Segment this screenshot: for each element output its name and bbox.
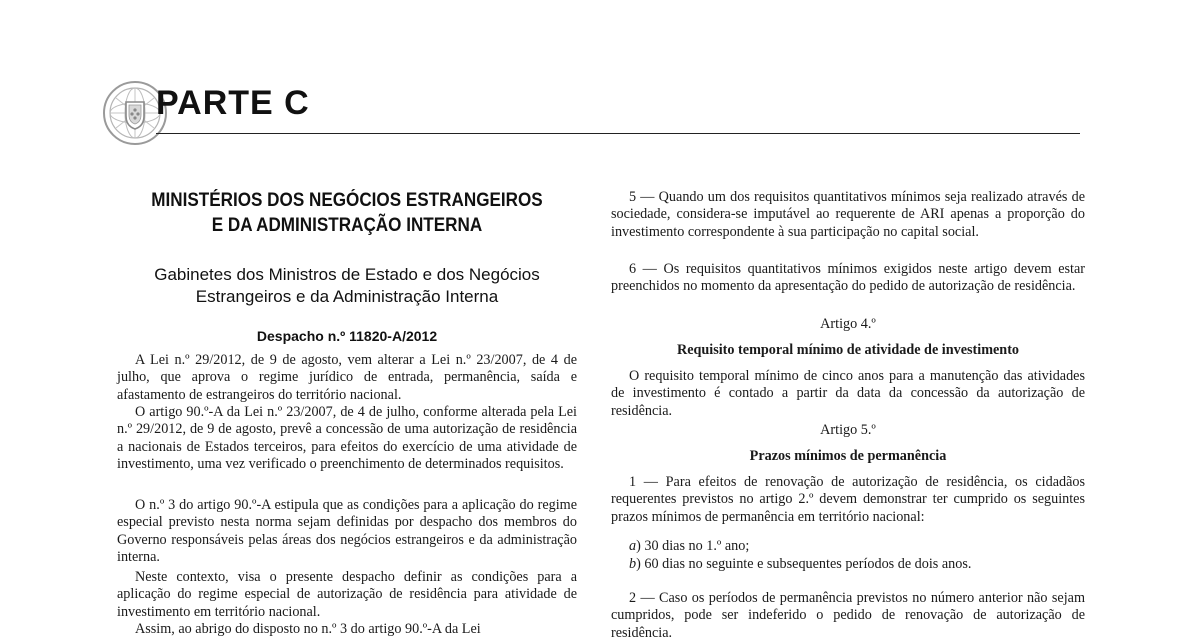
left-paragraph-2: O artigo 90.º-A da Lei n.º 23/2007, de 4 de julho, conforme alterada pela Lei n.º 29/2012, de 9 de agosto, prevê a concessão de uma autorização de residência a nacionais de Estados terceiros, para efeitos do exercício de uma atividade de investimento, uma vez verificado o preenchimento de determinados requisitos. [117, 404, 577, 473]
list-item-b: b) 60 dias no seguinte e subsequentes períodos de dois anos. [629, 556, 972, 572]
left-paragraph-3: O n.º 3 do artigo 90.º-A estipula que as condições para a aplicação do regime especial previsto nesta norma sejam definidas por despacho dos membros do Governo responsáveis pelas áreas dos negócios estrangeiros e da administração interna. [117, 497, 577, 566]
list-item-a-letter: a [629, 538, 637, 554]
header-rule [156, 133, 1080, 134]
right-paragraph-6: 6 — Os requisitos quantitativos mínimos exigidos neste artigo devem estar preenchidos no momento da apresentação do pedido de autorização de residência. [611, 261, 1085, 295]
list-item-a: a) 30 dias no 1.º ano; [629, 538, 750, 554]
left-paragraph-5: Assim, ao abrigo do disposto no n.º 3 do artigo 90.º-A da Lei [135, 621, 481, 637]
left-paragraph-4: Neste contexto, visa o presente despacho definir as condições para a aplicação do regime especial de autorização de residência para atividade de investimento em território nacional. [117, 569, 577, 620]
list-item-b-text: 60 dias no seguinte e subsequentes períodos de dois anos. [644, 556, 972, 572]
part-title: PARTE C [156, 84, 310, 122]
ministry-line-1: MINISTÉRIOS DOS NEGÓCIOS ESTRANGEIROS [151, 190, 543, 211]
list-item-a-text: 30 dias no 1.º ano; [644, 538, 750, 554]
dispatch-title: Despacho n.º 11820-A/2012 [256, 328, 438, 344]
article-5-paragraph-1: 1 — Para efeitos de renovação de autorização de residência, os cidadãos requerentes previstos no artigo 2.º devem demonstrar ter cumprido os seguintes prazos mínimos de permanência em território nacional: [611, 474, 1085, 525]
ministry-heading [140, 188, 554, 238]
list-item-b-letter: b [629, 556, 637, 572]
article-4-label: Artigo 4.º [820, 316, 876, 332]
right-paragraph-5: 5 — Quando um dos requisitos quantitativos mínimos seja realizado através de sociedade, considera-se imputável ao requerente de ARI apenas a proporção do investimento correspondente à sua participação no capital social. [611, 189, 1085, 240]
office-heading [117, 264, 577, 308]
article-4-title: Requisito temporal mínimo de atividade de investimento [676, 342, 1020, 358]
article-5-paragraph-2: 2 — Caso os períodos de permanência previstos no número anterior não sejam cumpridos, pode ser indeferido o pedido de renovação de autorização de residência. [611, 590, 1085, 641]
article-5-label: Artigo 5.º [820, 422, 876, 438]
ministry-line-2: E DA ADMINISTRAÇÃO INTERNA [211, 215, 483, 236]
article-4-text: O requisito temporal mínimo de cinco anos para a manutenção das atividades de investimento é contado a partir da data da concessão da autorização de residência. [611, 368, 1085, 419]
office-line-2: Estrangeiros e da Administração Interna [195, 287, 499, 306]
office-line-1: Gabinetes dos Ministros de Estado e dos Negócios [154, 265, 540, 284]
article-5-title: Prazos mínimos de permanência [749, 448, 947, 464]
left-paragraph-1: A Lei n.º 29/2012, de 9 de agosto, vem alterar a Lei n.º 23/2007, de 4 de julho, que aprova o regime jurídico de entrada, permanência, saída e afastamento de estrangeiros do território nacional. [117, 352, 577, 403]
